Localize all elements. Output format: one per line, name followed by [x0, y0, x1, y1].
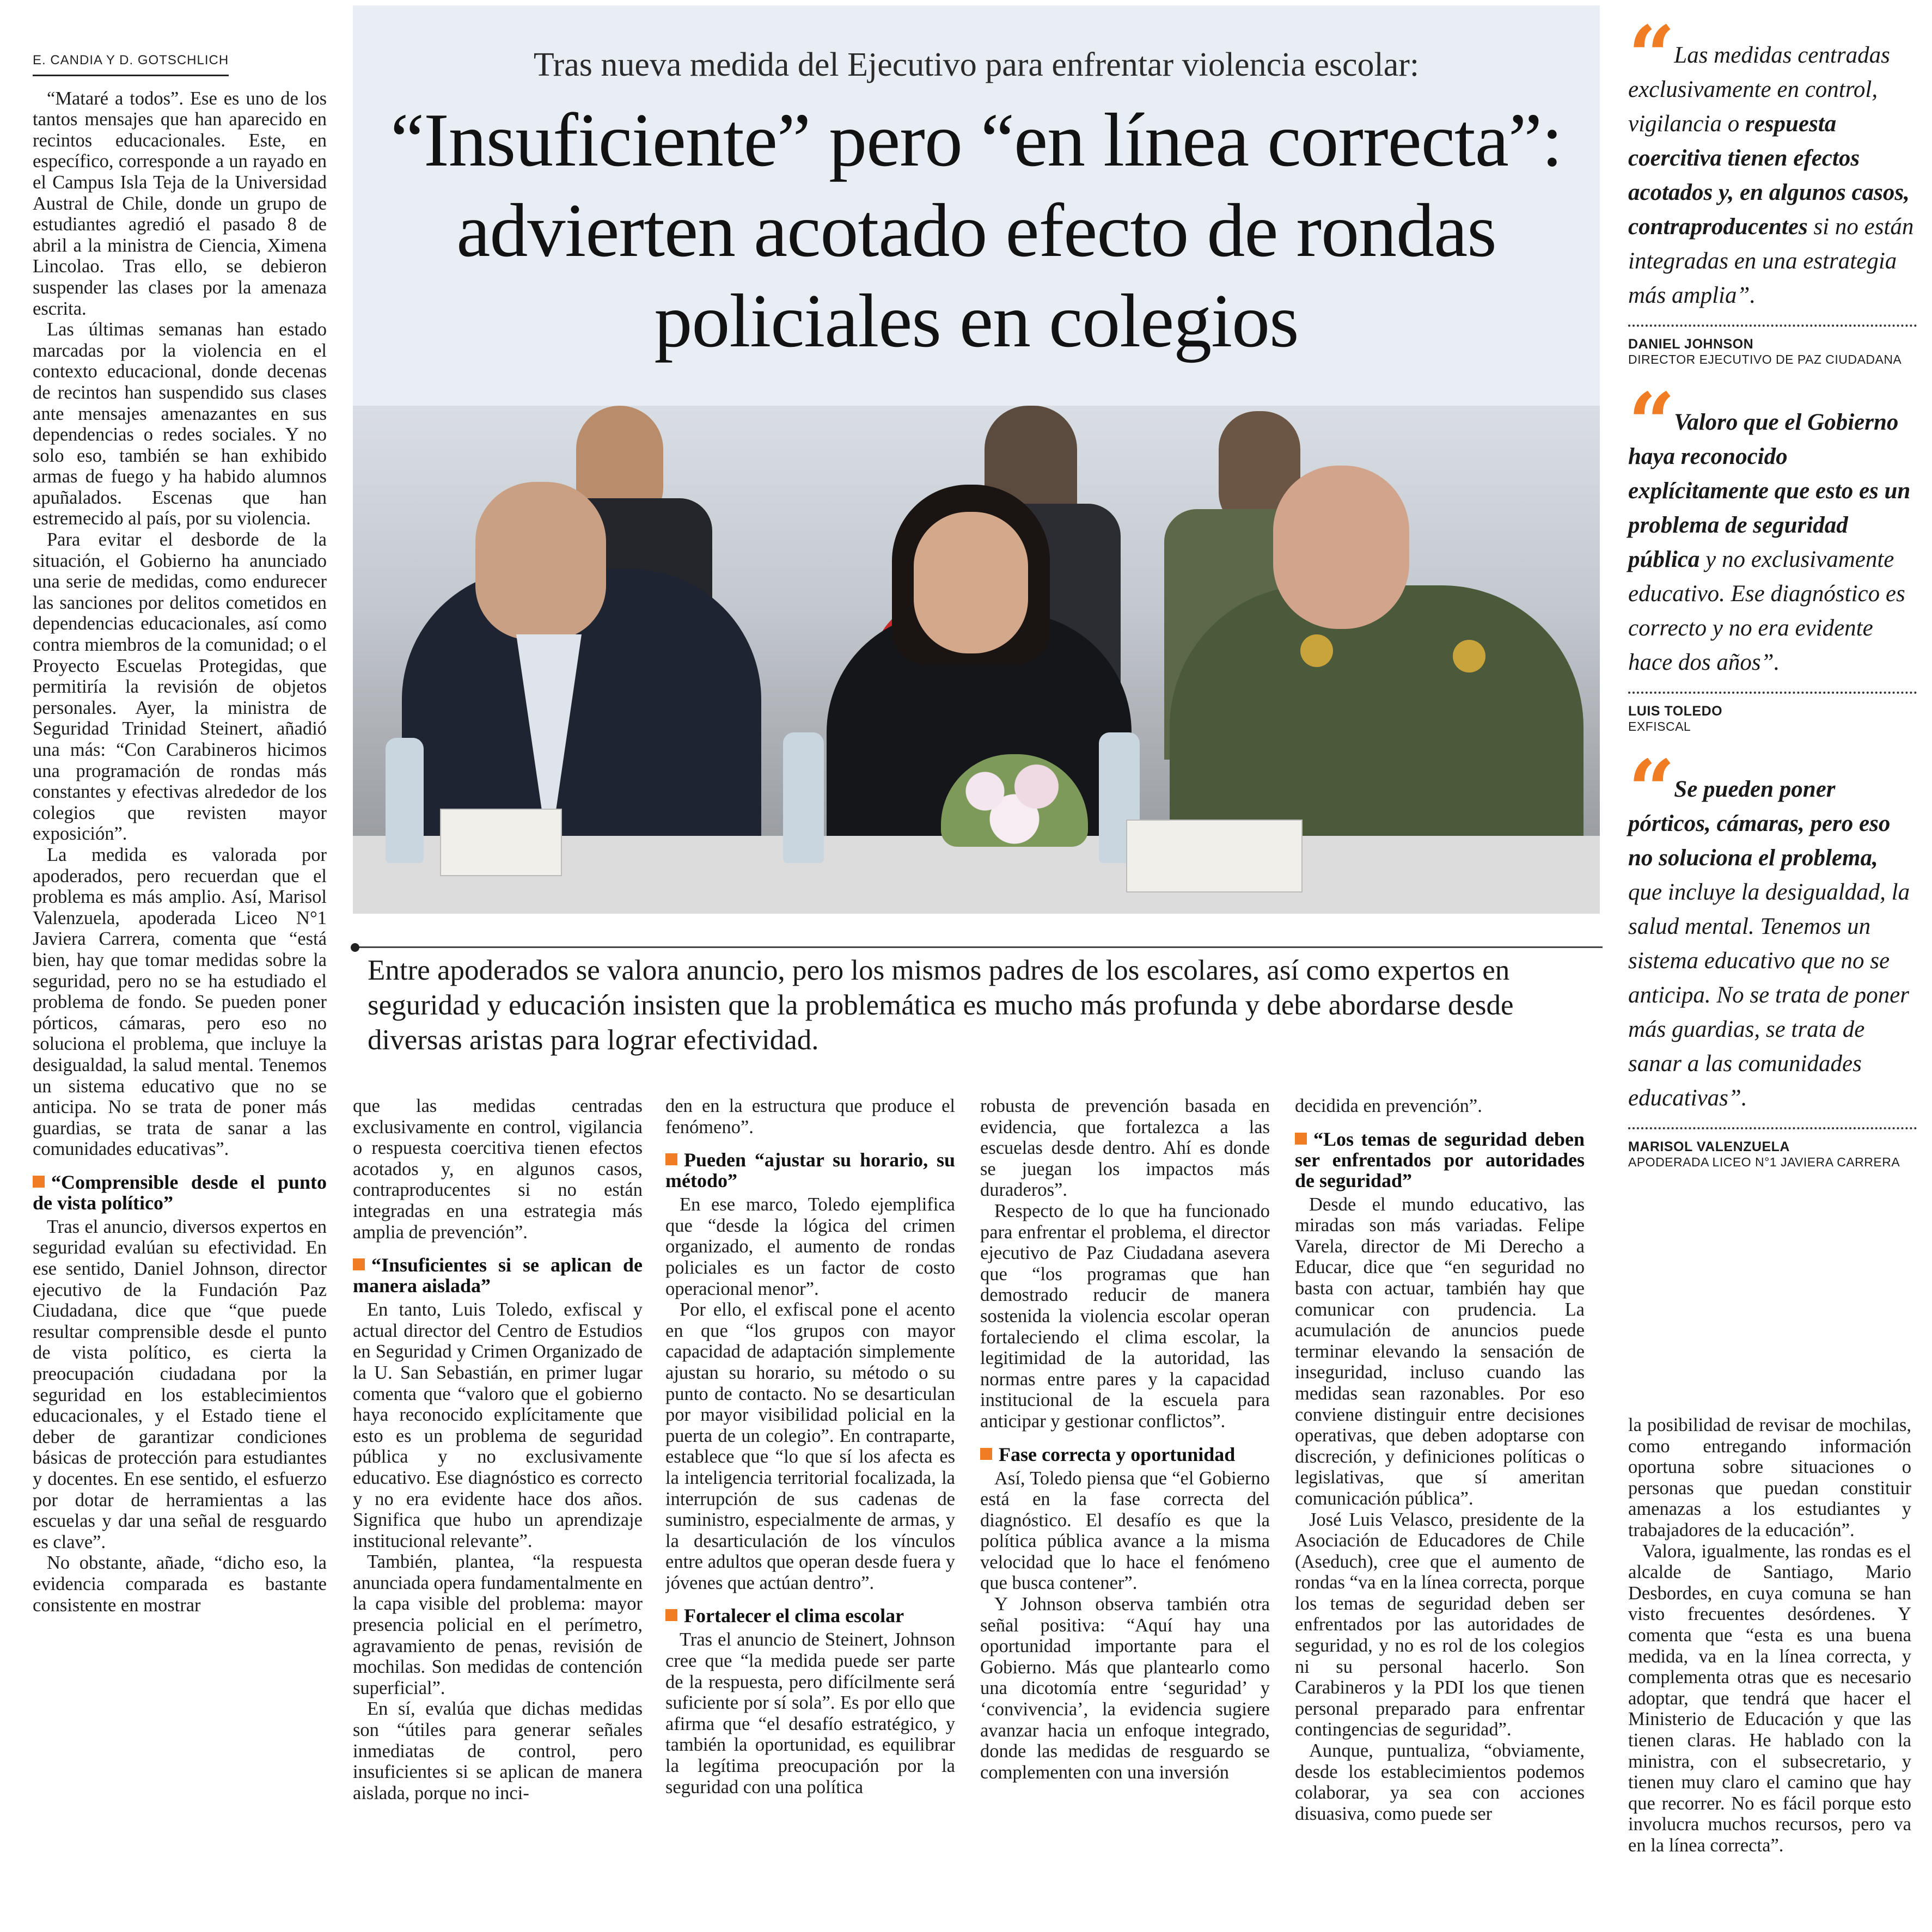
article-column-5: [1295, 1096, 1585, 1932]
quote-mark-icon: “: [1628, 742, 1670, 838]
paragraph: No obstante, añade, “dicho eso, la evidencia comparada es bastante consistente en mostrar: [33, 1552, 327, 1616]
article-column-2: [353, 1096, 643, 1932]
subheading: [980, 1444, 1270, 1465]
byline: E. CANDIA Y D. GOTSCHLICH: [33, 50, 229, 76]
quote-text: [1628, 742, 1917, 1115]
paragraph: La medida es valorada por apoderados, pero recuerdan que el problema es más amplio. Así, Marisol Valenzuela, apoderada Liceo N°1 Javiera Carrera, comenta que “está bien, hay que tomar medidas sobre la seguridad, pero no se ha estudiado el problema de fondo. Se pueden poner pórticos, cámaras, pero eso no soluciona el problema, que incluye la desigualdad, la salud mental. Tenemos un sistema educativo que no se anticipa. No se trata de poner más guardias, se trata de sanar a las comunidades educativas”.: [33, 844, 327, 1160]
quotes-sidebar: [1628, 8, 1917, 1208]
photo-nameplate: [1126, 820, 1303, 892]
divider: [353, 946, 1603, 948]
quote-divider: [1628, 325, 1917, 327]
photo-face: [914, 512, 1028, 653]
quote-fragment: si no están integradas en una estrategia más amplia”.: [1628, 214, 1914, 308]
photo-badge: [1300, 634, 1333, 667]
paragraph: “Mataré a todos”. Ese es uno de los tantos mensajes que han aparecido en recintos educacionales. Este, en específico, corresponde a un rayado en el Campus Isla Teja de la Universidad Austral de Chile, donde un grupo de estudiantes agredió el pasado 8 de abril a la ministra de Ciencia, Ximena Lincolao. Tras ello, se debieron suspender las clases por la amenaza escrita.: [33, 88, 327, 319]
orange-square-icon: [980, 1448, 992, 1460]
photo-face: [1273, 466, 1409, 629]
paragraph: robusta de prevención basada en evidencia, que fortalezca a las escuelas desde dentro. Ahí es donde se juegan los impactos más duraderos”.: [980, 1096, 1270, 1201]
quote-author-role: EXFISCAL: [1628, 719, 1691, 733]
headline: “Insuficiente” pero “en línea correcta”: advierten acotado efecto de rondas policiales en colegios: [390, 98, 1562, 363]
article-column-1: [33, 48, 327, 1932]
subheading-text: Fase correcta y oportunidad: [999, 1443, 1236, 1465]
quote-text: [1628, 375, 1917, 680]
quote-fragment: respuesta coercitiva tienen efectos acotados y, en algunos casos, contraproducentes: [1628, 111, 1910, 240]
paragraph: Para evitar el desborde de la situación, el Gobierno ha anunciado una serie de medidas, como endurecer las sanciones por delitos cometidos en dependencias educacionales, así como contra miembros de la comunidad; o el Proyecto Escuelas Protegidas, que permitiría la revisión de objetos personales. Ayer, la ministra de Seguridad Trinidad Steinert, añadió una más: “Con Carabineros hicimos una programación de rondas más constantes y efectivas alrededor de los colegios que revisten mayor exposición”.: [33, 529, 327, 845]
paragraph: En tanto, Luis Toledo, exfiscal y actual director del Centro de Estudios en Seguridad y Crimen Organizado de la U. San Sebastián, en primer lugar comenta que “valoro que el gobierno haya reconocido explícitamente que esto es un problema de seguridad pública y no exclusivamente educativo. Ese diagnóstico es correcto y no era evidente hace dos años. Significa que hubo un aprendizaje institucional relevante”.: [353, 1299, 643, 1551]
photo-face: [475, 482, 606, 640]
paragraph: Tras el anuncio de Steinert, Johnson cree que “la medida puede ser parte de la respuesta, pero difícilmente será suficiente por sí sola”. Es por ello que afirma que “el desafío estratégico, y también la oportunidad, es equilibrar la legítima preocupación por la seguridad con una política: [665, 1629, 955, 1798]
subheading: [33, 1172, 327, 1213]
quote-divider: [1628, 1127, 1917, 1129]
paragraph: Desde el mundo educativo, las miradas son más variadas. Felipe Varela, director de Mi Derecho a Educar, dice que “en seguridad no basta con actuar, también hay que comunicar con prudencia. La acumulación de anuncios puede terminar elevando la sensación de inseguridad, incluso cuando las medidas sean razonables. Por eso conviene distinguir entre decisiones operativas, que deben adoptarse con discreción, y definiciones políticas o legislativas, que sí ameritan comunicación pública”.: [1295, 1194, 1585, 1509]
orange-square-icon: [665, 1609, 677, 1621]
paragraph: Y Johnson observa también otra señal positiva: “Aquí hay una oportunidad importante para el Gobierno. Más que plantearlo como una dicotomía entre ‘seguridad’ y ‘convivencia’, la evidencia sugiere avanzar hacia un enfoque integrado, donde las medidas de resguardo se complementen con una inversión: [980, 1594, 1270, 1783]
pull-quote: [1628, 8, 1917, 367]
quote-author: DANIEL JOHNSON: [1628, 337, 1754, 352]
subheading-text: “Los temas de seguridad deben ser enfrentados por autoridades de seguridad”: [1295, 1128, 1585, 1191]
paragraph: Tras el anuncio, diversos expertos en seguridad evalúan su efectividad. En ese sentido, Daniel Johnson, director ejecutivo de la Fundación Paz Ciudadana, dice que “que puede resultar comprensible desde el punto de vista político, es cierta la preocupación ciudadana por la seguridad en los establecimientos educacionales, y el Estado tiene el deber de garantizar condiciones básicas de protección para estudiantes y docentes. En ese sentido, el esfuerzo por dotar de herramientas a las escuelas y dar una señal de resguardo es clave”.: [33, 1216, 327, 1552]
paragraph: la posibilidad de revisar de mochilas, como entregando información oportuna sobre situaciones o personas que puedan constituir amenazas a los estudiantes y trabajadores de la educación”.: [1628, 1415, 1911, 1540]
orange-square-icon: [33, 1176, 45, 1188]
news-photo: [353, 406, 1600, 914]
paragraph: También, plantea, “la respuesta anunciada opera fundamentalmente en la capa visible del problema: mayor presencia policial en el perímetro, agravamiento de penas, revisión de mochilas. Son medidas de contención superficial”.: [353, 1551, 643, 1698]
quote-divider: [1628, 692, 1917, 694]
pull-quote: [1628, 742, 1917, 1170]
subheading: [353, 1255, 643, 1296]
quote-fragment: Las medidas centradas exclusivamente en control, vigilancia o: [1628, 42, 1890, 137]
paragraph: José Luis Velasco, presidente de la Asociación de Educadores de Chile (Aseduch), cree que el aumento de rondas “va en la línea correcta, porque los temas de seguridad deben ser enfrentados por las autoridades de seguridad, y no es rol de los colegios ni su personal hacerlo. Son Carabineros y la PDI los que tienen personal preparado para enfrentar contingencias de seguridad”.: [1295, 1509, 1585, 1740]
subheading: [1295, 1129, 1585, 1191]
quote-mark-icon: “: [1628, 375, 1670, 471]
photo-badge: [1453, 640, 1485, 672]
quote-author: MARISOL VALENZUELA: [1628, 1139, 1790, 1154]
subheading: [665, 1150, 955, 1191]
headline-block: [353, 5, 1600, 914]
subheading: [665, 1605, 955, 1626]
paragraph: den en la estructura que produce el fenómeno”.: [665, 1096, 955, 1138]
quote-fragment: Se pueden poner pórticos, cámaras, pero eso no soluciona el problema,: [1628, 777, 1891, 871]
quote-mark-icon: “: [1628, 8, 1670, 104]
subheading-text: “Insuficientes si se aplican de manera aislada”: [353, 1254, 643, 1297]
quote-author-role: APODERADA LICEO N°1 JAVIERA CARRERA: [1628, 1155, 1900, 1169]
photo-nameplate: [440, 809, 562, 876]
paragraph: Por ello, el exfiscal pone el acento en que “los grupos con mayor capacidad de adaptación simplemente ajustan su horario, su método o su punto de contacto. No se desarticulan por mayor visibilidad policial en la puerta de un colegio”. En contraparte, establece que “lo que sí los afecta es la inteligencia territorial focalizada, la interrupción de sus cadenas de suministro, especialmente de armas, y la desarticulación de los vínculos entre adultos que operan desde fuera y jóvenes que actúan dentro”.: [665, 1299, 955, 1593]
quote-fragment: Valoro que el Gobierno haya reconocido explícitamente que esto es un problema de seguridad pública: [1628, 409, 1911, 572]
paragraph: que las medidas centradas exclusivamente en control, vigilancia o respuesta coercitiva tienen efectos acotados y, en algunos casos, contraproducentes si no están integradas en una estrategia más amplia de prevención”.: [353, 1096, 643, 1243]
pull-quote: [1628, 375, 1917, 734]
paragraph: Respecto de lo que ha funcionado para enfrentar el problema, el director ejecutivo de Paz Ciudadana asevera que “los programas que han demostrado reducir de manera sostenida la violencia escolar operan fortaleciendo el clima escolar, la legitimidad de la autoridad, las normas entre pares y la capacidad institucional de la escuela para anticipar y gestionar conflictos”.: [980, 1200, 1270, 1432]
paragraph: Así, Toledo piensa que “el Gobierno está en la fase correcta del diagnóstico. El desafío es que la política pública avance a la misma velocidad que lo hace el fenómeno que busca contener”.: [980, 1468, 1270, 1594]
subheading-text: “Comprensible desde el punto de vista político”: [33, 1171, 327, 1214]
quote-fragment: que incluye la desigualdad, la salud mental. Tenemos un sistema educativo que no se anticipa. No se trata de poner más guardias, se trata de sanar a las comunidades educativas”.: [1628, 879, 1910, 1111]
quote-author: LUIS TOLEDO: [1628, 704, 1723, 719]
kicker: Tras nueva medida del Ejecutivo para enfrentar violencia escolar:: [533, 46, 1420, 83]
divider-dot: [351, 943, 359, 952]
paragraph: Aunque, puntualiza, “obviamente, desde los establecimientos podemos colaborar, ya sea con acciones disuasiva, como puede ser: [1295, 1740, 1585, 1824]
orange-square-icon: [665, 1153, 677, 1165]
paragraph: decidida en prevención”.: [1295, 1096, 1482, 1116]
article-column-6: [1628, 1415, 1911, 1932]
paragraph: En sí, evalúa que dichas medidas son “útiles para generar señales inmediatas de control, pero insuficientes si se aplican de manera aislada, porque no inci-: [353, 1698, 643, 1803]
deck: Entre apoderados se valora anuncio, pero los mismos padres de los escolares, así como expertos en seguridad y educación insisten que la problemática es mucho más profunda y debe abordarse desde diversas aristas para lograr efectividad.: [368, 955, 1514, 1056]
photo-bottle: [386, 738, 424, 863]
orange-square-icon: [353, 1258, 365, 1270]
subheading-text: Fortalecer el clima escolar: [684, 1605, 904, 1627]
paragraph: En ese marco, Toledo ejemplifica que “desde la lógica del crimen organizado, el aumento de rondas policiales es un factor de costo operacional menor”.: [665, 1194, 955, 1299]
photo-bottle: [783, 732, 824, 863]
subheading-text: Pueden “ajustar su horario, su método”: [665, 1149, 955, 1192]
quote-author-role: DIRECTOR EJECUTIVO DE PAZ CIUDADANA: [1628, 352, 1902, 366]
quote-fragment: y no exclusivamente educativo. Ese diagnóstico es correcto y no era evidente hace dos años”.: [1628, 547, 1905, 675]
article-column-4: [980, 1096, 1270, 1932]
quote-text: [1628, 8, 1917, 313]
orange-square-icon: [1295, 1133, 1307, 1145]
paragraph: Las últimas semanas han estado marcadas por la violencia en el contexto educacional, donde decenas de recintos han suspendido sus clases ante mensajes amenazantes en sus dependencias o redes sociales. Y no solo eso, también se han exhibido armas de fuego y ha habido alumnos apuñalados. Escenas que han estremecido al país, por su violencia.: [33, 319, 327, 529]
article-column-3: [665, 1096, 955, 1932]
paragraph: Valora, igualmente, las rondas es el alcalde de Santiago, Mario Desbordes, en cuya comuna se han visto frecuentes desórdenes. Y comenta que “esta es una buena medida, va en la línea correcta, y complementa otras que es necesario adoptar, que tendrá que hacer el Ministerio de Educación y que las tienen claras. He hablado con la ministra, con el subsecretario, y tienen muy claro el camino que hay que recorrer. No es fácil porque esto involucra muchos recursos, pero va en la línea correcta”.: [1628, 1540, 1911, 1856]
